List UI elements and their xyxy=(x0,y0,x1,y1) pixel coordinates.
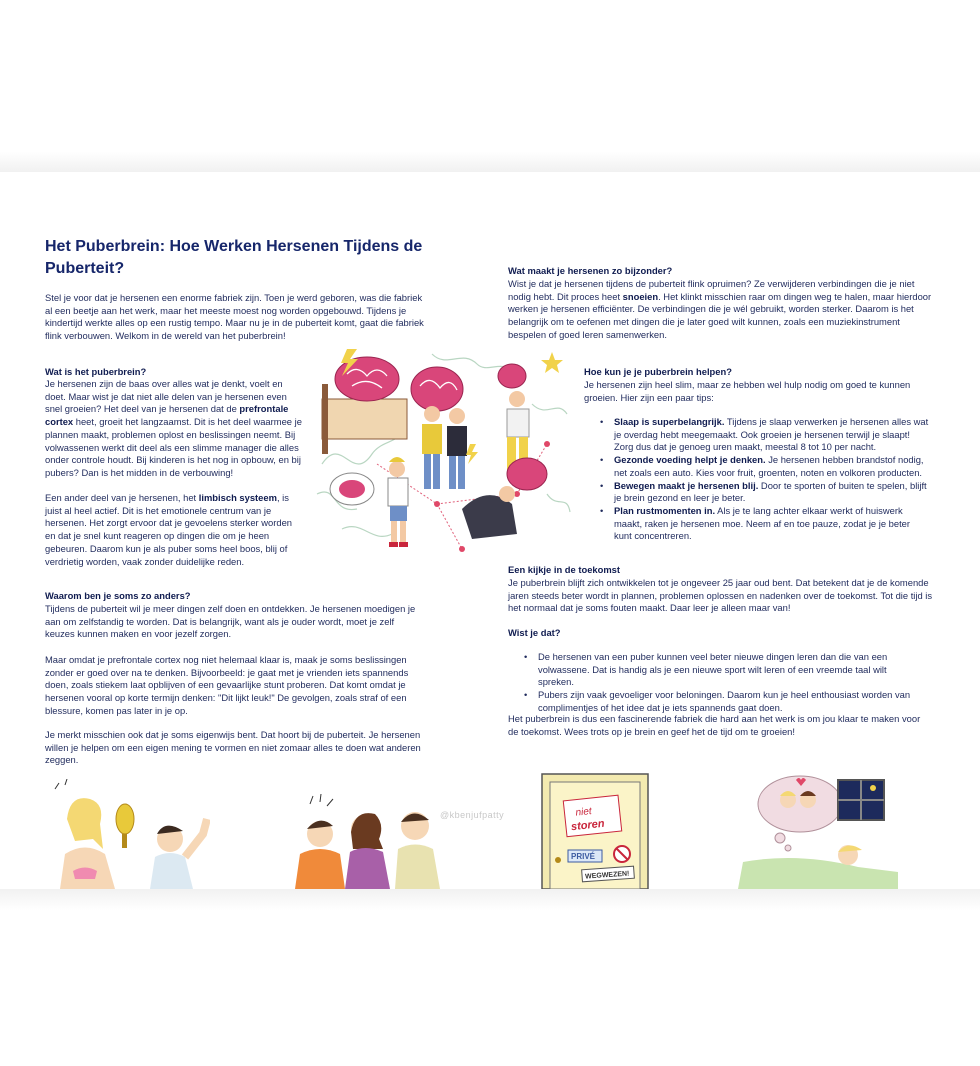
puberbrein-illustration xyxy=(312,344,572,554)
watermark: @kbenjufpatty xyxy=(440,810,505,820)
sleeping-illustration xyxy=(738,772,898,889)
text-run: . Het klinkt misschien raar om dingen weg te halen, maar hierdoor werken je hersenen efficiënter. De verbindingen die je wél gebruikt, worden sterker. Daarom is het belangrijk om te oefenen met dingen die je later goed wilt kunnen, zoals een muziekinstrument bespelen of goed leren samenwerken. xyxy=(508,290,932,340)
tip-item xyxy=(614,454,929,479)
tips-list xyxy=(614,416,929,543)
text-run: , is juist al heel actief. Dit is het emotionele centrum van je hersenen. Het zorgt ervoor dat je gevoelens sterker worden en dat je snel kunt reageren op dingen die om je heen gebeuren. Daarom kun je als puber soms heel boos, blij of verdrietig worden, vaak zonder duidelijke reden. xyxy=(45,492,293,567)
tip-bold: Bewegen maakt je hersenen blij. xyxy=(614,479,759,491)
paragraph-anders-3: Je merkt misschien ook dat je soms eigenwijs bent. Dat hoort bij de puberteit. Je hersenen willen je helpen om een eigen mening te vormen en niet zomaar alles te doen wat anderen zeggen. xyxy=(45,729,421,766)
text-run: Je hersenen zijn de baas over alles wat je denkt, voelt en doet. Maar wist je dat niet alle delen van je hersenen even snel groeien? Het deel van je hersenen dat de xyxy=(45,378,287,415)
paragraph-helpen-intro: Je hersenen zijn heel slim, maar ze hebben wel hulp nodig om goed te kunnen groeien. Hier zijn een paar tips: xyxy=(584,379,911,403)
paragraph-anders-1: Tijdens de puberteit wil je meer dingen zelf doen en ontdekken. Je hersenen moedigen je aan om zelfstandig te worden. Dat is belangrijk, want als je ouder wordt, moet je zelf keuzes kunnen maken en voor jezelf zorgen. xyxy=(45,603,416,640)
tip-item xyxy=(614,505,929,543)
tip-item xyxy=(614,480,929,505)
paragraph-bijzonder xyxy=(508,278,933,342)
door-sign-text-2: PRIVÉ xyxy=(571,852,596,861)
bold-term-prefrontale-cortex: prefrontale cortex xyxy=(45,403,289,428)
document-page xyxy=(0,174,980,888)
heading-waarom-ben-je-anders: Waarom ben je soms zo anders? xyxy=(45,590,191,601)
tip-text: Als je te lang achter elkaar werkt of huiswerk maakt, raken je hersenen moe. Neem af en toe pauze, zodat je je beter kunt concentreren. xyxy=(614,504,911,542)
door-sign-text-1a: niet xyxy=(575,806,593,819)
paragraph-puberbrein-1 xyxy=(45,378,303,480)
intro-paragraph: Stel je voor dat je hersenen een enorme fabriek zijn. Toen je werd geboren, was die fabriek al een beetje aan het werk, maar het meeste moest nog worden opgebouwd. Tijdens je kindertijd werkte alles op een rustig tempo. Maar nu je in de puberteit komt, gaat die fabriek flink verbouwen. Welkom in de wereld van het puberbrein! xyxy=(45,292,424,342)
door-sign-text-1b: storen xyxy=(570,817,606,834)
tip-item xyxy=(614,416,929,454)
wist-je-dat-list xyxy=(538,651,923,715)
heading-kijkje-in-de-toekomst: Een kijkje in de toekomst xyxy=(508,564,621,575)
tip-text: Door te sporten of buiten te spelen, blijft je brein gezond en leer je beter. xyxy=(614,479,927,504)
heading-wat-maakt-je-hersenen-bijzonder: Wat maakt je hersenen zo bijzonder? xyxy=(508,265,673,276)
heading-wist-je-dat: Wist je dat? xyxy=(508,627,561,638)
tip-text: Tijdens je slaap verwerken je hersenen alles wat je overdag hebt meegemaakt. Ook groeien je hersenen terwijl je slaapt! Zorg dus dat je genoeg uren maakt, meestal 8 tot 10 per nacht. xyxy=(614,416,929,453)
heading-wat-is-het-puberbrein: Wat is het puberbrein? xyxy=(45,366,147,377)
fact-item: • De hersenen van een puber kunnen veel beter nieuwe dingen leren dan die van een volwassene. Dat is handig als je een nieuwe sport wilt leren of een vreemde taal wilt spreken. xyxy=(538,651,923,689)
background-bottom xyxy=(0,889,980,1066)
text-run: Een ander deel van je hersenen, het xyxy=(45,492,199,503)
tip-text: Je hersenen hebben brandstof nodig, net zoals een auto. Kies voor fruit, groenten, noten en volkoren producten. xyxy=(614,454,924,478)
page-title: Het Puberbrein: Hoe Werken Hersenen Tijdens de Puberteit? xyxy=(45,238,423,277)
door-illustration xyxy=(540,772,650,889)
tip-bold: Plan rustmomenten in. xyxy=(614,504,716,516)
heading-hoe-kun-je-helpen: Hoe kun je je puberbrein helpen? xyxy=(584,366,732,377)
paragraph-toekomst: Je puberbrein blijft zich ontwikkelen tot je ongeveer 25 jaar oud bent. Dat betekent dat je de komende jaren steeds beter wordt in plannen, problemen oplossen en nadenken over de toekomst. Tot die tijd is het normaal dat je soms fouten maakt. Daar leer je alleen maar van! xyxy=(508,577,933,614)
door-sign-text-3: WEGWEZEN! xyxy=(584,870,630,881)
bold-term-snoeien: snoeien xyxy=(622,290,659,302)
paragraph-anders-2: Maar omdat je prefrontale cortex nog niet helemaal klaar is, maak je soms beslissingen zonder er goed over na te denken. Bijvoorbeeld: je gaat met je vrienden iets spannends doen, zoals stiekem laat opblijven of een gevaarlijke stunt proberen. Dat komt omdat je hersenen vooral op korte termijn denken: "Dit lijkt leuk!" De gevolgen, zoals straf of een blessure, komen pas later in je op. xyxy=(45,654,409,716)
outro-paragraph: Het puberbrein is dus een fascinerende fabriek die hard aan het werk is om jou klaar te maken voor de toekomst. Wees trots op je brein en geef het de tijd om te groeien! xyxy=(508,713,921,737)
text-run: Wist je dat je hersenen tijdens de puberteit flink opruimen? Ze verwijderen verbindingen die je niet nodig hebt. Dit proces heet xyxy=(508,278,915,302)
argument-illustration xyxy=(265,794,450,889)
paragraph-puberbrein-2 xyxy=(45,492,303,568)
text-run: heet, groeit het langzaamst. Dit is het deel waarmee je plannen maakt, problemen oplost en beslissingen neemt. Bij volwassenen werkt dit deel als een slimme manager die alles onder controle houdt. Bij kinderen is het nog in opbouw, en bij pubers? Dan is het midden in de verbouwing! xyxy=(45,416,302,478)
tip-bold: Gezonde voeding helpt je denken. xyxy=(614,454,766,466)
fact-item: • Pubers zijn vaak gevoeliger voor beloningen. Daarom kun je heel enthousiast worden van complimentjes of het idee dat je iets spannends gaat doen. xyxy=(538,689,923,714)
bold-term-limbisch-systeem: limbisch systeem xyxy=(198,492,277,503)
background-top xyxy=(0,0,980,172)
tip-bold: Slaap is superbelangrijk. xyxy=(614,416,725,427)
mirror-illustration xyxy=(45,779,210,889)
